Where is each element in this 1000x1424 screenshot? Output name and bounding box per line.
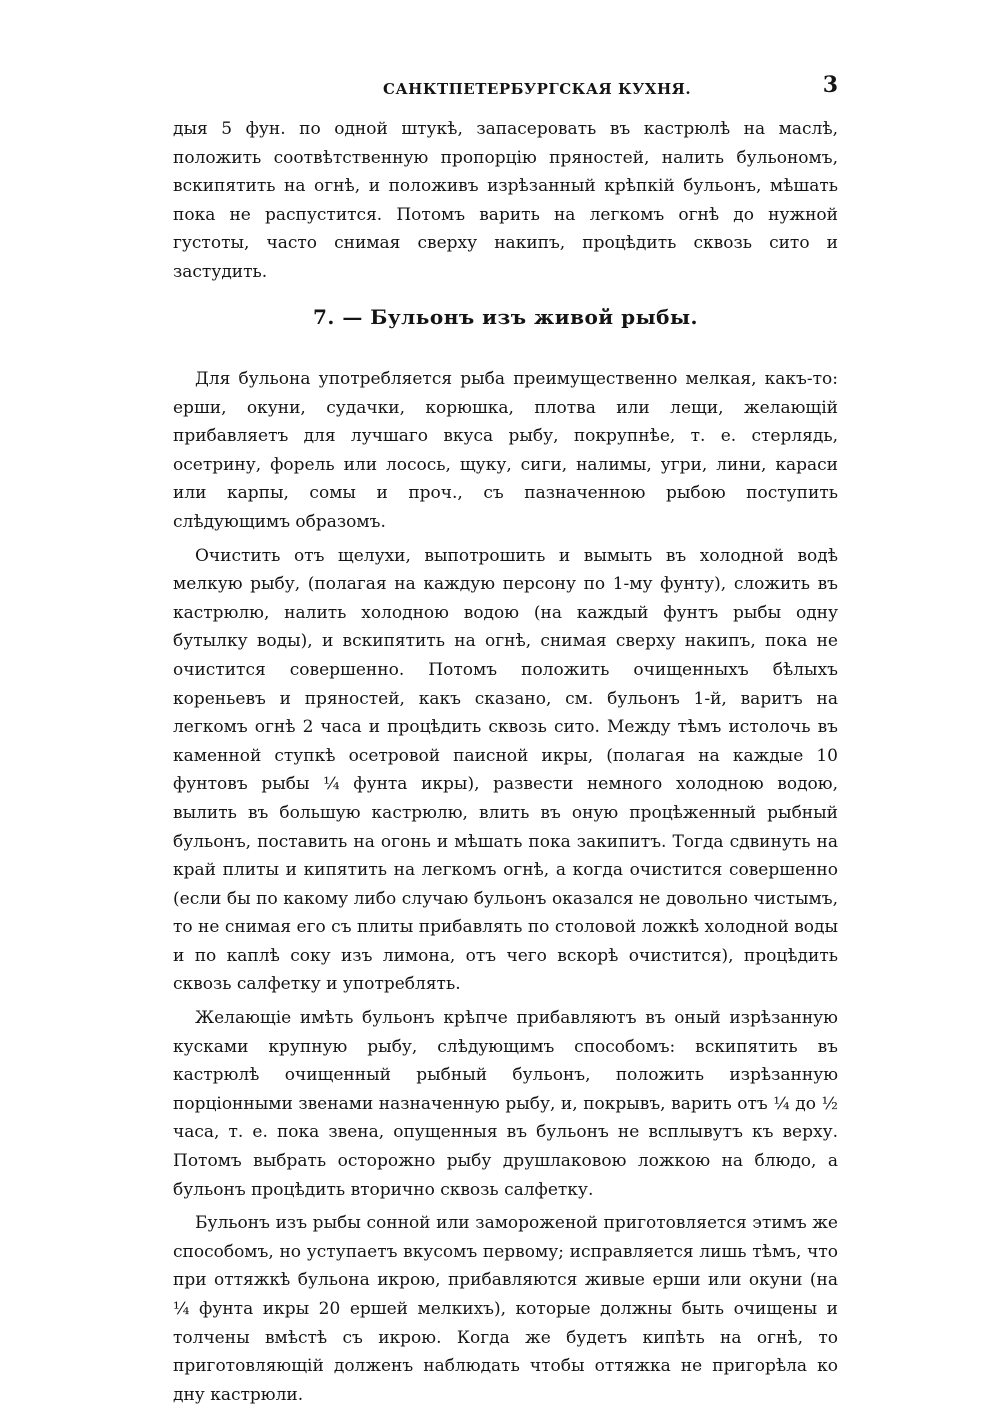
intro-text-block (173, 115, 838, 287)
section-heading: 7. — Бульонъ изъ живой рыбы. (312, 305, 698, 329)
section-body (173, 360, 838, 1409)
paragraph-preparation: Очистить отъ щелухи, выпотрошить и вымыть въ холодной водѣ мелкую рыбу, (полагая на каждую персону по 1-му фунту), сложить въ кастрюлю, налить холодною водою (на каждый фунтъ рыбы одну бутылку воды), и вскипятить на огнѣ, снимая сверху накипъ, пока не очистится совершенно. Потомъ положить очищенныхъ бѣлыхъ кореньевъ и пряностей, какъ сказано, см. бульонъ 1-й, варитъ на легкомъ огнѣ 2 часа и процѣдить сквозь сито. Между тѣмъ истолочь въ каменной ступкѣ осетровой паисной икры, (полагая на каждые 10 фунтовъ рыбы ¼ фунта икры), развести немного холодною водою, вылить въ большую кастрюлю, влить въ оную процѣженный рыбный бульонъ, поставить на огонь и мѣшать пока закипитъ. Тогда сдвинуть на край плиты и кипятить на легкомъ огнѣ, а когда очистится совершенно (если бы по какому либо случаю бульонъ оказался не довольно чистымъ, то не снимая его съ плиты прибавлять по столовой ложкѣ холодной воды и по каплѣ соку изъ лимона, отъ чего вскорѣ очистится), процѣдить сквозь салфетку и употреблять. (173, 545, 838, 995)
paragraph-fish-selection: Для бульона употребляется рыба преимущественно мелкая, какъ-то: ерши, окуни, судачки, корюшка, плотва или лещи, желающій прибавляетъ для лучшаго вкуса рыбу, покрупнѣе, т. е. стерлядь, осетрину, форель или лосось, щуку, сиги, налимы, угри, лини, караси или карпы, сомы и проч., съ пазначенною рыбою поступить слѣдующимъ образомъ. (173, 369, 838, 532)
intro-paragraph: дыя 5 фун. по одной штукѣ, запасеровать въ кастрюлѣ на маслѣ, положить соотвѣтственную пропорцію пряностей, налить бульономъ, вскипятить на огнѣ, и положивъ изрѣзанный крѣпкій бульонъ, мѣшать пока не распустится. Потомъ варить на легкомъ огнѣ до нужной густоты, часто снимая сверху накипъ, процѣдить сквозь сито и застудить. (173, 119, 838, 282)
paragraph-frozen-fish: Бульонъ изъ рыбы сонной или замороженой приготовляется этимъ же способомъ, но уступаетъ вкусомъ первому; исправляется лишь тѣмъ, что при оттяжкѣ бульона икрою, прибавляются живые ерши или окуни (на ¼ фунта икры 20 ершей мелкихъ), которые должны быть очищены и толчены вмѣстѣ съ икрою. Когда же будетъ кипѣть на огнѣ, то приготовляющій долженъ наблюдать чтобы оттяжка не пригорѣла ко дну кастрюли. (173, 1213, 838, 1405)
paragraph-stronger-broth: Желающіе имѣть бульонъ крѣпче прибавляютъ въ оный изрѣзанную кусками крупную рыбу, слѣдующимъ способомъ: вскипятить въ кастрюлѣ очищенный рыбный бульонъ, положить изрѣзанную порціонными звенами назначенную рыбу, и, покрывъ, варить отъ ¼ до ½ часа, т. е. пока звена, опущенныя въ бульонъ не всплывутъ къ верху. Потомъ выбрать осторожно рыбу друшлаковою ложкою на блюдо, а бульонъ процѣдить вторично сквозь салфетку. (173, 1008, 838, 1200)
running-title: САНКТПЕТЕРБУРГСКАЯ КУХНЯ. (383, 80, 692, 98)
running-head (173, 70, 838, 106)
page-number: 3 (822, 72, 838, 98)
